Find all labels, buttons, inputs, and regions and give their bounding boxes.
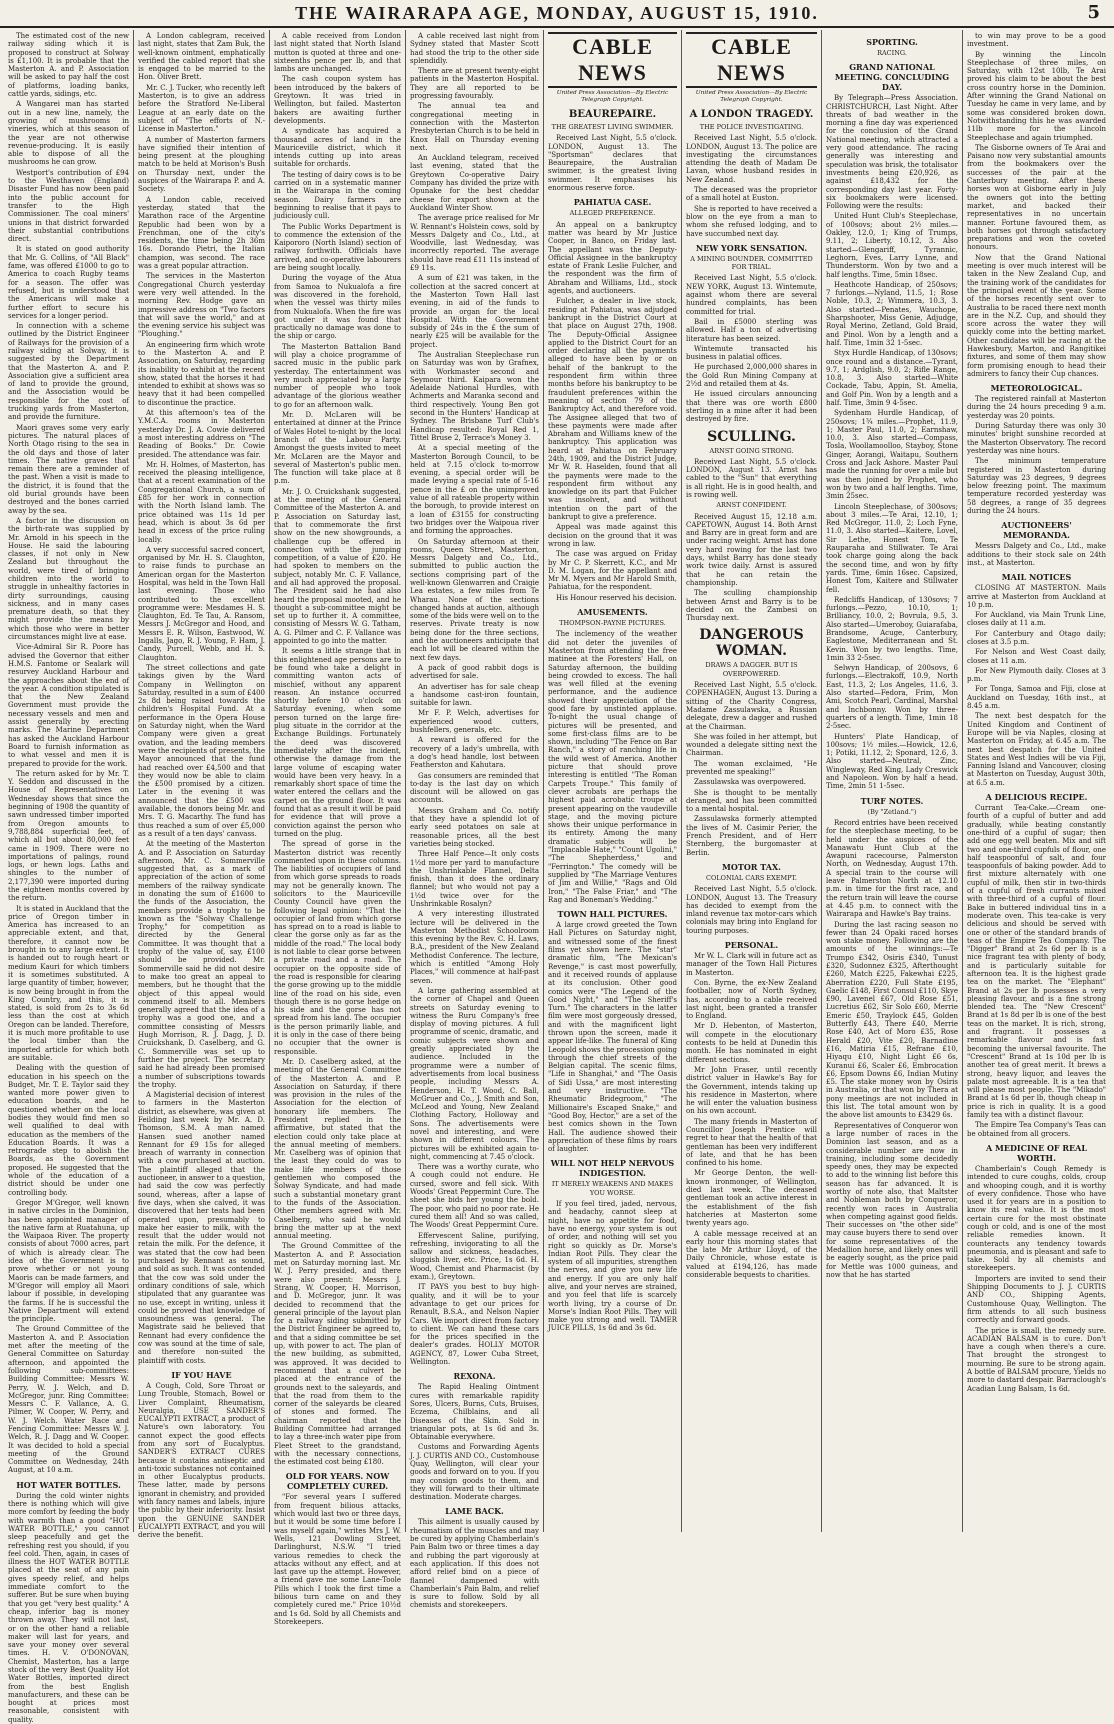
article-heading: NEW YORK SENSATION. xyxy=(695,242,808,253)
article-paragraph: A Wangarei man has started out in a new line, namely, the growing of mushrooms in vineries, which at this season of the year are not otherwise revenue-producing. It is easily able to dispose of all the mushrooms he can grow. xyxy=(8,100,129,167)
article-paragraph: Mr. D. Caselberg asked, at the meeting of the General Committee of the Masterton A. and P. Association on Saturday, if there was provision in the rules of the Association for the election of honorary life members. The President replied in the affirmative, but stated that the election could only take place at the annual meeting of members. Mr. Caselberg was of opinion that the least they could do was to make life members of those gentlemen who composed the Solway Syndicate, and had made such a substantial monetary grant to the funds of the Association. Other members agreed with Mr. Caselberg, who said he would bring the matter up at the next annual meeting. xyxy=(274,1057,401,1241)
article-paragraph: Hunters' Plate Handicap, of 100sovs; 1½ miles.—Howick, 12.6, 1; Potiki, 11.12, 2; Sponard, 12.6, 3. Also started—Neutral, Zinc, Wingleway, Red King, Lady Creswick and Napoleon. Won by half a head. Time, 2min 51 1-5sec. xyxy=(826,732,958,791)
article-paragraph: The Ground Committee of the Masterton A. and P. Association met on Saturday morning last. Mr. W. J. Perry presided, and there were also present: Messrs J. Strang, W. Cooper, H. Morrison, and D. McGregor, junr. It was decided to recommend that the general principle of the layout plan for a railway siding submitted by the District Engineer be agreed to, and that a siding committee be set up, with power to act. The plan of the new building, as submitted, was approved. It was decided to recommend that a culvert be placed at the entrance of the grounds next to the saleyards, and that the road from them to the corner of the saleyards be cleared of stones and formed. The chairman reported that the Building Committee had arranged to lay a three-inch water pipe from Fleet Street to the grandstand, with the necessary connections, the estimated cost being £180. xyxy=(274,1242,401,1467)
article-paragraph: The return asked for by Mr. T. Y. Seddon and discussed in the House of Representatives on Wednesday shows that since the beginning of 1908 the quantity of sawn undressed timber imported from Oregon amounts to 9,788,884 superficial feet, of which all but about 80,000 feet came in 1909. There were no importations of palings, round logs, or hewn logs. Laths and shingles to the number of 2,177,390 were imported during the eighteen months covered by the return. xyxy=(8,769,129,903)
article-paragraph: Messrs Dalgety and Co., Ltd., make additions to their stock sale on 24th inst., at Masterton. xyxy=(967,542,1106,567)
sub-heading: ARNST GOING STRONG. xyxy=(709,446,794,455)
article-paragraph: It seems a little strange that in this enlightened age persons are to be found who take a delight in committing wanton acts of mischief, without any apparent reason. An instance occurred shortly before 10 o'clock on Saturday evening, when some person turned on the large fire-plug situate in the corridor at the Exchange Buildings. Fortunately the deed was discovered immediately after the incident, otherwise the damage from the large volume of escaping water would have been very heavy. In a remarkably short space of time the water entered the cellars and the carpet on the ground floor. It was found that as a result it will be paid for evidence that will prove a conviction against the person who turned on the plug. xyxy=(274,647,401,838)
article-heading: A MEDICINE OF REAL WORTH. xyxy=(986,1142,1087,1163)
sub-heading: A MINING BOUNDER. COMMITTED FOR TRIAL. xyxy=(690,254,813,272)
article-paragraph: The inclemency of the weather did not deter the juveniles of Masterton from attending the free matinee at the Foresters' Hall, on Saturday afternoon, the building being crowded to excess. The hall was well filled at the evening performance, and the audience showed their appreciation of the good fare by unstinted applause. To-night the usual change of pictures will be presented, and some first-class films are to be shown, including "The Fence on Bar Ranch," a story of ranching life in the wild west of America. Another picture that should prove interesting is entitled "The Roman Carpets Troupe." This family of clever acrobats are perhaps the highest paid acrobatic troupe at present appearing on the vaudeville stage, and the moving picture shows their unique performance in its entirety. Among the many dramatic subjects will be "Implacable Hate," "Count Ugolini," "The Shepherdess," and "Ferrington." The comedy will be supplied by "The Marriage Ventures of Jim and Willie," "Rags and Old Iron," "The False Friar," and "The Rag and Boneman's Wedding." xyxy=(548,630,677,904)
article-paragraph: A very interesting illustrated lecture will be delivered in the Masterton Methodist Schoolroom this evening by the Rev. C. H. Laws, B.A., president of the New Zealand Methodist Conference. The lecture, which is entitled "Among Holy Places," will commence at half-past seven. xyxy=(410,910,539,985)
article-paragraph: The services in the Masterton Congregational Church yesterday were very well attended. In the morning Rev. Hodge gave an impressive address on "Two factors that will save the world," and at the evening service his subject was "Ploughing." xyxy=(138,272,265,339)
article-paragraph: For Tonga, Samoa and Fiji, close at Auckland on Tuesday, 16th inst., at 8.45 a.m. xyxy=(967,685,1106,711)
article-paragraph: At the meeting of the Masterton A. and P. Association on Saturday afternoon, Mr. C. Sommerville suggested that, as a mark of appreciation of the action of some members of the railway syndicate in donating the sum of £1600 to the funds of the Association, the members provide a trophy to be known as the "Solway Challenge Trophy," for competition as directed by the General Committee. It was thought that a trophy of the value of, say, £100 should be provided. Mr. Sommerville said he did not desire to make too great an appeal to members, but he thought that the object of this appeal would commend itself to all. Members generally agreed that the idea of a trophy was a good one, and a committee consisting of Messrs Hugh Morrison, R. J. Dagg, J. D. Cruickshank, D. Caselberg, and G. C. Sommerville was set up to further the project. The secretary said he had already been promised a number of subscriptions towards the trophy. xyxy=(138,840,265,1089)
article-heading: BEAUREPAIRE. xyxy=(568,109,657,120)
article-paragraph: A London cable, received yesterday, stated that the Marathon race of the Argentine Republic had been won by a Frenchman, one of the city's residents, the time being 2h 36m 16s. Dorando Pietri, the Italian champion, was second. The race was a great popular attraction. xyxy=(138,195,265,271)
sub-heading: ALLEGED PREFERENCE. xyxy=(569,209,656,218)
article-paragraph: Now that the Grand National meeting is over much interest will be taken in the New Zealand Cup, and the training work of the candidates for the principal event of the year. Some of the horses recently sent over to Australia to be raced there next month are in the N.Z. Cup, and should they score across the water they will quickly come into the betting market. Other candidates will be racing at the Hawkesbury, Marton, and Rangitikei fixtures, and some of them may show form promising enough to head their admirers to fancy their Cup chances. xyxy=(967,253,1106,378)
article-paragraph: The estimated cost of the new railway siding which it is proposed to construct at Solway is £1,100. It is probable that the Masterton A. and P. Association will be asked to pay half the cost of platforms, loading banks, cattle yards, sidings, etc. xyxy=(8,32,129,99)
columns xyxy=(4,30,1110,1724)
sub-heading: ARNST CONFIDENT. xyxy=(716,501,787,510)
article-heading: SCULLING. xyxy=(707,428,796,445)
article-paragraph: Received August 15, 12.18 a.m. CAPETOWN, August 14. Both Arnst and Barry are in great form and are under racing weight. Arnst has done very hard rowing for the last two days, whilst Barry has done steady work twice daily. Arnst is assured that he can retain the championship. xyxy=(686,512,817,587)
article-paragraph: A pack of good rabbit dogs is advertised for sale. xyxy=(410,663,539,681)
article-paragraph: Received Last Night, 5.5 o'clock. NEW YORK, August 13. Wintemute, against whom there are several hundred complaints, has been committed for trial. xyxy=(686,274,817,316)
article-heading: A LONDON TRAGEDY. xyxy=(689,109,814,120)
article-paragraph: This ailment is usually caused by rheumatism of the muscles and may be cured by applying Chamberlain's Pain Balm two or three times a day and rubbing the part vigorously at each application. If this does not afford relief bind on a piece of flannel dampened with Chamberlain's Pain Balm, and relief is sure to follow. Sold by all chemists and storekeepers. xyxy=(410,1518,539,1610)
article-paragraph: Received Last Night, 5.5 o'clock. LONDON, August 13. The police are investigating the circumstances attending the death of Madam De Lavan, whose husband resides in New Zealand. xyxy=(686,134,817,184)
article-heading: REXONA. xyxy=(453,1371,496,1382)
article-paragraph: An advertiser has for sale cheap a handsome cast-iron fountain, suitable for lawn. xyxy=(410,682,539,708)
newspaper-title: THE WAIRARAPA AGE, MONDAY, AUGUST 15, 1910. xyxy=(295,2,819,23)
article-heading: AMUSEMENTS. xyxy=(577,607,648,618)
article-paragraph: The Ground Committee of the Masterton A. and P. Association met after the meeting of the General Committee on Saturday afternoon, and appointed the following sub-committees: Building Committee: Messrs W. Perry, W. J. Welch, and D. McGregor, junr. Ring Committee: Messrs C. F. Vallance, A. G. Pilmer, W. Cooper, W. Perry, and W. J. Welch. Water Race and Fencing Committee: Messrs W. J. Welch, R. J. Dagg and W. Cooper. It was decided to hold a special meeting of the Ground Committee on Wednesday, 24th August, at 10 a.m. xyxy=(8,1325,129,1475)
article-paragraph: The minimum temperature registered in Masterton during Saturday was 23 degrees, 9 degrees below freezing point. The maximum temperature recorded yesterday was 58 degrees, a range of 35 degrees during the 24 hours. xyxy=(967,457,1106,516)
column-6 xyxy=(682,30,822,1532)
sub-heading: DRAWS A DAGGER. BUT IS OVERPOWERED. xyxy=(705,661,798,678)
article-paragraph: Messrs Graham and Co. notify that they have a splendid lot of early seed potatoes on sale at reasonable prices, all the best varieties being stocked. xyxy=(410,806,539,848)
column-4 xyxy=(406,30,544,1610)
article-paragraph: She was foiled in her attempt, but wounded a delegate sitting next the Chairman. xyxy=(686,732,817,758)
article-paragraph: An Auckland telegram, received last evening, stated that the Greytown Co-operative Dairy Company has divided the prize with Opunake for the best cheddar cheese for export shown at the Auckland Winter Show. xyxy=(410,154,539,212)
masthead xyxy=(0,0,1114,28)
article-paragraph: Mr. D. McLaren will be entertained at dinner at the Prince of Wales Hotel to-night by the local branch of the Labour Party. Amongst the guests invited to meet Mr. McLaren are the Mayor and several of Masterton's public men. The function will take place at 8 p.m. xyxy=(274,411,401,486)
article-heading: TOWN HALL PICTURES. xyxy=(557,909,668,920)
column-7 xyxy=(822,30,963,1532)
article-paragraph: At a special meeting of the Masterton Borough Council, to be held at 7.15 o'clock to-morrow evening, a special order will be made levying a special rate of 5-16 pence in the £ on the unimproved value of all rateable property within the borough, to provide interest on a loan of £3155 for constructing two bridges over the Waipoua river and forming the approaches. xyxy=(410,444,539,536)
article-paragraph: Mr D. Hebenton, of Masterton, will compete in the elocutionary contests to be held at Dunedin this month. He has nominated in eight different sections. xyxy=(686,1022,817,1064)
article-paragraph: Heathcote Handicap, of 250sovs; 7 furlongs.—Nyland, 11.5, 1; Rose Noble, 10.3, 2; Wimmera, 10.3, 3. Also started—Penates, Wauchope, Sharpshooter, Miss Genie, Adjudge, Royal Merino, Zetland, Gold Braid, and Pinol. Won by a length and a half. Time, 1min 32 1-5sec. xyxy=(826,280,958,347)
article-paragraph: Styx Hurdle Handicap, of 130sovs; once round and a distance.—Tyrant, 9.7, 1; Ardglish, 9.0, 2; Rifle Range, 10.8, 3. Also started—White Cockade, Tabu, Appin, St. Amelia, and Golf Pin. Won by a length and a half. Time, 3min 9 4-5sec. xyxy=(826,349,958,407)
article-paragraph: A cable received from London last night stated that North Island mutton is quoted at three and one-sixteenths pence per lb, and that lambs are unchanged. xyxy=(274,32,401,74)
article-paragraph: Mr W. L. Clark will in future act as manager of the Town Hall Pictures in Masterton. xyxy=(686,952,817,977)
article-paragraph: IT PAYS you best to buy high-quality, and it will be to your advantage to get our prices for Renault, B.S.A., and Nelson Napier Cars. We import direct from factory to client. We can hand these cars for the prices specified in the dealer's grades. HOLLY MOTOR AGENCY, 87, Lower Cuba Street, Wellington. xyxy=(410,1283,539,1367)
article-paragraph: Appeal was made against this decision on the ground that it was wrong in law. xyxy=(548,523,677,548)
article-paragraph: At this afternoon's tea of the Y.M.C.A. rooms in Masterton yesterday Dr. J. A. Cowie delivered a most interesting address on "The Reading of Books." Dr. Cowie presided. The attendance was fair. xyxy=(138,409,265,459)
article-paragraph: He issued circulars announcing that there was ore worth £800 sterling in a mine after it had been destroyed by fire. xyxy=(686,390,817,424)
page-number: 5 xyxy=(1087,2,1100,23)
article-paragraph: The price is small, the remedy sure. ACADIAN BALSAM is to cure. Don't have a cough when there's a cure. That brought the strongest to mourning. Be sure to be strong again. A bottle of BALSAM procure, Yields no more to dastard despair. Barraclough's Acadian Lung Balsam, 1s 6d. xyxy=(967,1326,1106,1393)
article-paragraph: He purchased 2,000,000 shares in the Gold Run Mining Company at 2½d and retailed them at 4s. xyxy=(686,363,817,389)
column-8 xyxy=(963,30,1110,1532)
article-paragraph: There was a worthy curate, who A cough could not endure. He cursed, swore and fell sick. With Woods' Great Peppermint Cure. The sheet she bids her young the bold. The poor, who paid no poor rate. He cured them all! And so was called, The Woods' Great Peppermint Cure. xyxy=(410,1163,539,1230)
article-paragraph: Maori graves some very early pictures. The natural places of North Otago rising to the sea in the old days and those of later times. The native graves that remain there are a reminder of the past. When a visit is made to the district, it is found that the old burial grounds have been destroyed and the bones carried away by the sea. xyxy=(8,423,129,515)
article-paragraph: Mr F. P. Welch, advertises for experienced wood cutters, bushfellers, generals, etc. xyxy=(410,709,539,735)
article-paragraph: A cable received last night from Sydney stated that Master Scott had stood the trip to the other side splendidly. xyxy=(410,32,539,65)
article-paragraph: For Canterbury and Otago daily; closes at 3.5 p.m. xyxy=(967,629,1106,646)
article-paragraph: It is stated in Auckland that the price of Oregon timber in America has increased to an appreciable extent, and that, therefore, it cannot now be brought in to any large extent. It is handed out to rough heart or medium Kauri for which timbers it is sometimes substituted. A large quantity of timber, however, is now being brought in from the King Country, and this, it is stated, is sold from 2s to 3s 6d less than the cost at which Oregon can be landed. Therefore, it is much more profitable to use the local timber than the imported article for which both are suitable. xyxy=(8,904,129,1062)
article-paragraph: Wintemute transacted his business in palatial offices. xyxy=(686,344,817,362)
article-paragraph: Mr George Denton, the well-known ironmonger, of Wellington, died last week. The deceased gentleman took an active interest in the establishment of the fish hatcheries at Masterton some twenty years ago. xyxy=(686,1169,817,1228)
article-paragraph: A Cough, Cold, Sore Throat or Lung Trouble, Stomach, Bowel or Liver Complaint, Rheumatism, Neuralgia, USE SANDER'S EUCALYPTI EXTRACT, a product of Nature's own laboratory. You cannot expect the good effects from any sort of Eucalyptus. SANDER'S EXTRACT CURES because it contains antiseptic and anti-toxic substances not contained in other Eucalyptus products. These latter, made by persons ignorant in chemistry, and provided with fancy names and labels, injure the public by their inferiority. Insist upon the GENUINE SANDER EUCALYPTI EXTRACT, and you will derive the benefit. xyxy=(138,1381,265,1540)
article-paragraph: Sydenham Hurdle Handicap, of 250sovs; 1¾ miles.—Prophet, 11.9, 1; Master Paul, 11.0, 2; Earnshaw, 10.0, 3. Also started—Compass, Tosla, Woollamoolloo, Stayboy, Stone Ginger, Aorangi, Waitapu, Southern Cross and Jack Ashore. Master Paul made the running for over a mile but was then joined by Prophet, who won by two and a half lengths. Time, 3min 25sec. xyxy=(826,409,958,501)
article-paragraph: Customs and Forwarding Agents J. J. CURTIS AND CO., Customhouse Quay, Wellington, will clear your goods and forward on to you. If you may consign goods to them, and they will forward to their ultimate destination. Moderate charges. xyxy=(410,1443,539,1502)
article-heading: PERSONAL. xyxy=(724,940,779,951)
article-paragraph: "For several years I suffered from frequent bilious attacks, which would last two or three days, but it would be some time before I was myself again," writes Mrs J. W. Wells, 121 Dowling Street, Darlinghurst, N.S.W. "I tried various remedies to check the attacks without any effect, and at last gave up the attempt. However, a friend gave me some Lane-Toole Pills which I took the first time a bilious turn came on and they completely cured me." Price 10½d and 1s 6d. Sold by all Chemists and Storekeepers. xyxy=(274,1493,401,1626)
article-paragraph: Vice-Admiral Sir R. Poore has advised the Governor that either H.M.S. Fantome or Sealark will resurvey Auckland Harbour and the approaches about the end of the year. A condition stipulated is that the New Zealand Government must provide the necessary vessels and men and assist generally by erecting marks. The Marine Department has asked the Auckland Harbour Board to furnish information as to what vessel and men it is prepared to provide for the work. xyxy=(8,643,129,768)
article-paragraph: On Saturday afternoon at their rooms, Queen Street, Masterton, Messrs Dalgety and Co., Ltd., submitted to public auction the sections comprising part of the well-known Glenwarren and Craigie Lea estates, a few miles from Te Wharau. None of the sections changed hands at auction, although some of the bids were well on to the reserves. Private treaty is now being done for the three sections, and the auctioneers anticipate that each lot will be cleared within the next few days. xyxy=(410,537,539,662)
article-paragraph: Zassulawska was overpowered. xyxy=(694,778,807,787)
article-paragraph: By winning the Lincoln Steeplechase of three miles, on Saturday, with 12st 10lb, Te Arai proved his claim to be about the best cross country horse in the Dominion. After winning the Grand National on Tuesday he came in very lame, and by some was considered broken down. Notwithstanding this he was awarded 11lb more for the Lincoln Steeplechase and again triumphed. xyxy=(967,50,1106,142)
article-paragraph: A syndicate has acquired a thousand acres of land in the Mauriceville district, which it intends cutting up into areas suitable for orchards. xyxy=(274,127,401,169)
article-paragraph: Received Last Night, 5.5 o'clock. LONDON, August 13. The Treasury has decided to exempt from the inland revenue tax motor-cars which colonials may bring into England for touring purposes. xyxy=(686,885,817,935)
article-paragraph: For Auckland, via Main Trunk Line, closes daily at 11 a.m. xyxy=(967,611,1106,628)
article-paragraph: Lincoln Steeplechase, of 300sovs; about 3 miles.—Te Arai, 12.10, 1; Red McGregor, 11.0, 2; Loch Fyne, 11.0, 3. Also started—Kaitere, Lovel, Sir Lethe, Honest Tom, Te Rauparaha and Stillwater. Te Arai took charge going along the back the second time, and won by fifty yards. Time, 6min 16sec. Capsized, Honest Tom, Kaitere and Stillwater fell. xyxy=(826,502,958,594)
article-heading: PAHIATUA CASE. xyxy=(573,197,652,208)
article-paragraph: Westport's contribution of £94 to the Westhaven (England) Disaster Fund has now been paid into the public account for transfer to the High Commissioner. The coal miners' unions in that district forwarded their substantial contributions direct. xyxy=(8,168,129,244)
article-paragraph: The Rapid Healing Ointment cures with remarkable rapidity Sores, Ulcers, Burns, Cuts, Bruises, Eczema, Chilblains, and all Diseases of the Skin. Sold in triangular pots, at 1s 6d and 3s. Obtainable everywhere. xyxy=(410,1383,539,1442)
article-paragraph: Effervescent Saline, purifying, refreshing, invigorating to all the sallow and sickness, headaches, sluggish liver, etc. Price, 1s 6d. H. Wood, Chemist and Pharmacist (by exam.), Greytown. xyxy=(410,1231,539,1282)
article-paragraph: The street collections and gate takings given by the Ward Company in Wellington on Saturday, resulted in a sum of £400 2s 8d being raised towards the children's Hospital Fund. At a performance in the Opera House on Saturday night, when the Ward Company were given a great ovation, and the leading members were the recipients of presents, the Mayor announced that the fund had reached over £4,500 and that they would now be able to claim the £500 promised by a citizen. Later in the evening it was announced that the £500 was available, the donors being Mr. and Mrs. T. G. Macarthy. The fund has thus reached a sum of over £5,000 as a result of a ten days' canvass. xyxy=(138,663,265,838)
sub-heading: THOMPSON-PAYNE PICTURES. xyxy=(559,619,666,628)
article-paragraph: A Magisterial decision of interest to farmers in the Masterton district, as elsewhere, was given at Feilding last week by Mr. A. D. Thomson, S.M. A man named Hansen sued another named Rennant for £9 15s for alleged breach of warranty in connection with a cow purchased at auction. The plaintiff alleged that the auctioneer, in answer to a question, had said the cow was perfectly sound, whereas, after a lapse of five days, when she calved, it was discovered that her teats had been operated upon, presumably to make her easier to milk, with the result that the udder would not retain the milk. For the defence, it was stated that the cow had been purchased by Rennant as sound, and sold as such. It was contended that the cow was sold under the ordinary conditions of sale, which stipulated that any guarantee was no use, except in writing, unless it could be proved that knowledge of unsoundness was general. The Magistrate said he believed that Rennant had every confidence the cow was sound at the time of sale, and therefore non-suited the plaintiff with costs. xyxy=(138,1091,266,1365)
article-heading: LAME BACK. xyxy=(445,1506,504,1517)
article-paragraph: She is thought to be mentally deranged, and has been committed to a mental hospital. xyxy=(686,788,817,814)
article-paragraph: Gregor M'Gregor, well known in native circles in the Dominion, has been appointed manager of the native farm at Ruatahuna, up the Waipaoa River. The property consists of about 7000 acres, part of which is already clear. The idea of the Government is to prove whether or not young Maoris can be made farmers, and M'Gregor will employ all Maori labour if possible, in developing the farms. If he is successful the Native Department will extend the principle. xyxy=(8,1198,129,1324)
article-paragraph: CLOSING AT MASTERTON. Mails arrive at Masterton from Auckland at 10 p.m. xyxy=(967,584,1106,609)
article-paragraph: Selwyn Handicap, of 200sovs, 6 furlongs.—Electrakoff, 10.9, North East, 11.3, 2; Los Angeles, 11.6, 3. Also started—Fedora, Frim, Mon Ami, Scotch Pearl, Cardinal, Marshal and Inchbonny. Won by three-quarters of a length. Time, 1min 18 2-5sec. xyxy=(826,664,958,731)
column-5 xyxy=(544,30,682,1532)
article-paragraph: Dealing with the question of education in his speech on the Budget, Mr. T. E. Taylor said they wanted more power given to education boards, and he questioned whether on the local bodies they would find men so well qualified to deal with education as the members of the Education Boards. It was a retrograde step to abolish the Boards, as the Government proposed. He suggested that the whole of the education of a district should be under one controlling body. xyxy=(8,1064,129,1197)
press-credit: United Press Association—By Electric Telegraph Copyright. xyxy=(556,90,669,103)
article-paragraph: The registered rainfall at Masterton during the 24 hours preceding 9 a.m. yesterday was 20 points. xyxy=(967,395,1106,420)
article-paragraph: The Gisborne owners of Te Arai and Paisano now very substantial amounts from the bookmakers over the successes of the pair at the Canterbury meeting. After these horses won at Gisborne early in July the owners got into the betting market, and backed their representatives in no uncertain manner. Fortune favoured them, as both horses got through satisfactory preparations and won the coveted honours. xyxy=(967,143,1106,252)
article-paragraph: Redcliffs Handicap, of 130sovs; 7 furlongs.—Pezzo, 10.10, 1; Brilliancy, 10.0, 2; Bovrula, 9.5, 3. Also started—Umeroboy, Guiarafaba, Brandsome, Acuge, Canterbury, Eaglestone, Mediterranean and St. Kevin. Won by two lengths. Time, 1min 33 2-5sec. xyxy=(826,595,958,662)
article-heading: IF YOU HAVE xyxy=(171,1369,232,1380)
article-paragraph: Con. Byrne, the ex-New Zealand footballer, now of North Sydney, has, according to a cable received last night, been granted a transfer to England. xyxy=(686,978,817,1021)
article-paragraph: The deceased was the proprietor of a small hotel at Euston. xyxy=(686,186,817,203)
article-paragraph: The next best despatch for the United Kingdom and Continent of Europe will be via Naples, closing at Masterton on Friday, at 6.45 a.m. The next best despatch for the United States and West Indies will be via Fiji, Fanning Island and Vancouver, closing at Masterton on Tuesday, August 30th, at 6.5 a.m. xyxy=(967,712,1106,787)
article-paragraph: It is stated on good authority that Mr. G. Collins, of "All Black" fame, was offered £1000 to go to America to coach Rugby teams for a season. The offer was refused, but is understood that the Americans will make a further effort to secure his services for a longer period. xyxy=(8,245,129,320)
cable-news-banner: CABLE NEWS xyxy=(548,32,677,88)
article-paragraph: The Masterton Battalion Band will play a choice programme of sacred music in the public park yesterday. The entertainment was very much appreciated by a large number of people who took advantage of the glorious weather to go for an afternoon walk. xyxy=(274,342,401,409)
sub-heading: RACING. xyxy=(877,49,907,57)
article-heading: METEOROLOGICAL. xyxy=(990,383,1083,394)
article-paragraph: Mr. J. O. Cruickshank suggested, at the meeting of the General Committee of the Masterton A. and P. Association on Saturday last, that to commemorate the first show on the new showgrounds, a challenge cup be offered in connection with the jumping competition, of a value of £20. He had spoken to members on the subject, notably Mr. C. F. Vallance, and all had approved the proposal. The President said he had also heard the proposal mooted, and he thought a sub-committee might be set up to further it. A committee, consisting of Messrs W. G. Tatham, A. G. Pilmer and C. F. Vallance was appointed to go into the matter. xyxy=(274,487,401,646)
article-paragraph: His Honour reserved his decision. xyxy=(556,593,677,602)
article-paragraph: Fulcher, a dealer in live stock, residing at Pahiatua, was adjudged bankrupt in the District Court at that place on August 27th, 1908. The Deputy-Official Assignee applied to the District Court for an order declaring all the payments alleged to have been by or on behalf of the bankrupt to the respondent firm within three months before his bankruptcy to be fraudulent preferences within the meaning of section 79 of the Bankruptcy Act, and therefore void. The Assignee alleged that two of these payments were made after Abraham and Williams knew of the bankruptcy. This application was heard at Pahiatua on February 24th, 1909, and the District Judge, Mr W. R. Haselden, found that all the payments were made to the respondent firm without any knowledge on its part that Fulcher was insolvent, and without intention on the part of the bankrupt to give a preference. xyxy=(548,297,677,522)
article-heading: HOT WATER BOTTLES. xyxy=(16,1479,121,1490)
article-paragraph: A London cablegram, received last night, states that Zam Buk, the well-known ointment, emphatically verified the cabled report that she is engaged to be married to the Hon. Oliver Brett. xyxy=(138,32,265,82)
sub-heading: COLONIAL CARS EXEMPT. xyxy=(706,873,797,882)
article-paragraph: A large crowd greeted the Town Hall Pictures on Saturday night, and witnessed some of the finest films yet shown here. The "star" dramatic film, "The Mexican's Revenge," is cast most powerfully, and it received rounds of applause at its conclusion. Other good comics were "The Legend of the Good Night," and "The Sheriff's Turn." The characters in the latter film were most gorgeously dressed, and with the magnificent light thrown upon the screen, made it appear life-like. The funeral of King Leopold shows the procession going through the chief streets of the Belgian capital. The scenic films, "Life in Shanghai," and "The Oasis of Sidi Ussa," are most interesting and very instructive. "The Rheumatic Bridegroom," "The Millionaire's Escaped Snake," and "Good Boy, Hector," are a set of the best comics shown in the Town Hall. The audience showed their appreciation of these films by roars of laughter. xyxy=(548,921,677,1154)
article-paragraph: By Telegraph—Press Association. CHRISTCHURCH, Last Night. After threats of bad weather in the morning a fine day was experienced for the conclusion of the Grand National meeting, which attracted a very good attendance. The racing generally was interesting and speculation was brisk, the totalisator investments being £20,926, as against £18,432 for the corresponding day last year. Forty-six bookmakers were licensed. Following were the results: xyxy=(826,94,958,211)
article-paragraph: A cable message received at an early hour this morning states that the late Mr Arthur Lloyd, of the Daily Chronicle, whose estate is valued at £194,126, has made considerable bequests to charities. xyxy=(686,1229,817,1280)
article-paragraph: Record entries have been received for the steeplechase meeting, to be held under the auspices of the Manawatu Hunt Club at the Awapuni racecourse, Palmerston North, on Wednesday, August 17th. A special train to the course will leave Palmerston North at 12.10 p.m. in time for the first race, and the return train will leave the course at 4.45 p.m. to connect with the Wairarapa and Hawke's Bay trains. xyxy=(826,818,958,919)
article-heading: OLD FOR YEARS. NOW COMPLETELY CURED. xyxy=(285,1471,390,1492)
article-paragraph: During the cold winter nights there is nothing which will give more comfort by feeding the body with warmth than a good "HOT WATER BOTTLE," you cannot sleep peacefully and get the refreshing rest you should, if you feel cold. Then, again, in cases of illness the HOT WATER BOTTLE placed at the seat of any pain gives speedy relief, and helps immediate comfort to the sufferer. But be sure when buying that you get "very best quality." A cheap, inferior bag is money thrown away. They will not last, or on the other hand a reliable maker will last for years, and save your money over several times. H. V. O'DONOVAN, Chemist, Masterton, has a large stock of the very Best Quality Hot Water Bottles, imported direct from the best English manufacturers, and these can be bought at prices most reasonable, consistent with quality. xyxy=(8,1491,129,1724)
column-3 xyxy=(270,30,406,1626)
article-paragraph: For Nelson and West Coast daily, closes at 11 a.m. xyxy=(967,648,1106,665)
article-heading: MAIL NOTICES xyxy=(1001,572,1072,583)
article-heading: DANGEROUS WOMAN. xyxy=(699,627,804,660)
article-heading: SPORTING. xyxy=(866,37,918,47)
article-paragraph: Chamberlain's Cough Remedy is intended to cure coughs, colds, croup and whooping cough, and it is worthy of every confidence. Those who have used it for years are in a position to know its real value. It is the most certain cure for the most obstinate cough or cold, and is one of the most reliable remedies known. It counteracts any tendency towards pneumonia, and is pleasant and safe to take. Sold by all chemists and storekeepers. xyxy=(967,1164,1106,1273)
sub-heading: (By "Zetland.") xyxy=(867,807,917,816)
article-paragraph: Zassulawska formerly attempted the lives of M. Casimir Perier, the French President, and of Herr Sternberg, the burgomaster at Berlin. xyxy=(686,815,817,857)
article-paragraph: A sum of £21 was taken, in the collection at the sacred concert at the Masterton Town Hall last evening, in aid of the funds to provide an organ for the local Hospital. With the Government subsidy of 24s in the £ the sum of nearly £25 will be available for the project. xyxy=(410,274,539,349)
article-paragraph: The woman exclaimed, "He prevented me speaking!" xyxy=(686,759,817,776)
article-paragraph: Received Last Night, 5.5 o'clock. LONDON, August 13. Arnst has cabled to the "Sun" that everything is all right. He is in good health, and is rowing well. xyxy=(686,457,817,499)
article-paragraph: If you feel tired, jaded, nervous, and headachy, cannot sleep at night, have no appetite for food, have no energy, your system is out of order, and nothing will set you right so quickly as Dr. Morse's Indian Root Pills. They clear the system of all impurities, strengthen the nerves, and give you new life and energy. If you are only half alive, and your nerves are strained, and you feel that life is scarcely worth living, try a course of Dr. Morse's Indian Root Pills. They will make you strong and well. TAMER JUICE PILLS, 1s 6d and 3s 6d. xyxy=(548,1200,677,1333)
article-heading: A DELICIOUS RECIPE. xyxy=(985,792,1088,803)
article-paragraph: A very successful sacred concert, organised by Mr. H. S. Claughton, to raise funds to purchase an American organ for the Masterton Hospital, was held in the Town Hall last evening. Those who contributed to the excellent programme were: Mesdames H. S. Claughton, Ed. Te Tau, A. Ransom, Messrs J. McGregor and Hood, and Messrs E. R. Wilson, Eastwood, W. Ingalls, Jago, R. J. Young, F. Ham, J. Candy, Purcell, Webb, and H. S. Claughton. xyxy=(138,545,265,662)
article-paragraph: Three Half Pence—It only costs 1½d more per yard to manufacture the Unshrinkable Flannel, Delta finish, than it does the ordinary flannel; but who would not pay a 1½d twice over for the Unshrinkable Rosalyn? xyxy=(410,850,539,908)
article-paragraph: Importers are invited to send their Shipping Documents to J. J. CURTIS AND CO., Shipping Agents, Customhouse Quay, Wellington. The firm attends to all such business correctly and forward goods. xyxy=(967,1274,1106,1325)
article-paragraph: The Australian Steeplechase run on Saturday was won by Grafnex, with Workmaster second and Seymour third. Kaipara won the Adelaide National Hurdles, with Achmerts and Maranka second and third respectively. Young Ben got second in the Hunters' Handicap at Sydney. The Brisbane Turf Club's Handicap resulted: Royal Red 1, Tittel Bruse 2, Terrace's Money 3. xyxy=(410,350,539,442)
sub-heading: IT MERELY WEAKENS AND MAKES YOU WORSE. xyxy=(551,1180,674,1197)
article-paragraph: to win may prove to be a good investment. xyxy=(967,32,1106,49)
sub-heading: THE POLICE INVESTIGATING. xyxy=(699,123,804,131)
article-paragraph: An appeal on a bankruptcy matter was heard by Mr Justice Cooper, in Banco, on Friday last. The appellant was the Deputy-Official Assignee in the bankruptcy estate of Frank Leslie Fulcher, and the respondent was the firm of Abraham and Williams, Ltd., stock agents, and auctioneers. xyxy=(548,220,677,296)
article-paragraph: A number of Masterton farmers have signified their intention of being present at the ploughing match to be held at Morison's Bush on Thursday next, under the auspices of the Wairarapa P. and A. Society. xyxy=(138,135,265,194)
article-heading: AUCTIONEERS' MEMORANDA. xyxy=(1001,520,1072,541)
column-2 xyxy=(134,30,270,1540)
article-paragraph: The sculling championship between Arnst and Barry is to be decided on the Zambesi on Thursday next. xyxy=(686,589,817,623)
article-paragraph: During the last racing season no fewer than 24 Opaki raced horses won stake money. Following are the amounts of the winnings:—Te Trumpo £342, Osiris £340, Tunust £320, Sudonnez £325, Afterthought £260, Match £225, Fakewhai £225, Aberration £220, Full State £195, Gaelic £148, First Consul £110, Skye £90, Lavenel £67, Old Rose £51, Lucretius £62, Sir Solo £60, Merrie Emeric £50, Traylock £45, Golden Butterfly £43, There £40, Merrie Rose £40, Act of Moro £35, Rose Herald £20, Vite £20, Barnadine £16, Matiria £15, Refrane £10, Hiyaqu £10, Night Light £6 6s, Kuranui £6, Scaler £6, Embrocation £6, Epsom Downs £6, Indian Mutiny £5. The stake money won by Osiris in Australia, or that won by Thera at pony meetings are not included in this list. The total amount won by the above list amounts to £3429 6s. xyxy=(826,920,958,1120)
article-paragraph: A factor in the discussion on the birth-rate was supplied by Mr. Arnold in his speech in the House. He said the labouring classes, if not only in New Zealand but throughout the world, were tired of bringing children into the world to struggle in unhealthy factories in dirty surroundings, causing sickness, and in many cases premature death, so that they might provide the means by which those who were in better circumstances might live at ease. xyxy=(8,516,129,642)
article-heading: GRAND NATIONAL MEETING. CONCLUDING DAY. xyxy=(834,62,950,93)
article-paragraph: Representatives of Conqueror won a large number of races in the Dominion last season, and as a considerable number are now in training, including some decidedly speedy ones, they may be expected to add to the winning list before this season has far advanced. It is worthy of note also, that Maltster and Nobleman both by Conqueror, recently won races in Australia when competing against good fields. Their successes on "the other side" may cause buyers there to send over for some representatives of the Medallion horse, and likely ones will be eagerly sought, as the price paid for Mettle was 1000 guineas, and now that he has started xyxy=(826,1121,958,1279)
article-paragraph: Received Last Night, 5.5 o'clock. COPENHAGEN, August 13. During a sitting of the Charity Congress, Madame Zassulawska, a Russian delegate, drew a dagger and rushed at the Chairman. xyxy=(686,681,817,731)
article-paragraph: During the voyage of the Atua from Samoa to Nukualofa a fire was discovered in the forehold, when the vessel was thirty miles from Nukualofa. When the fire was got under it was found that practically no damage was done to the ship or cargo. xyxy=(274,274,401,341)
article-paragraph: The spread of gorse in the Masterton district was recently commented upon in these columns. The liabilities of occupiers of land from which gorse spreads to roads may not be generally known. The solicitors to the Mauriceville County Council have given the following legal opinion: "That the occupier of land from which gorse has spread on to a road is liable to clear the gorse only as far as the middle of the road." The local body is not liable to clear gorse between a private road and a road. The occupier on the opposite side of the road is responsible for clearing the gorse growing up to the middle line of the road on his side, even though there is no gorse hedge on his side and the gorse has not spread from his land. The occupier is the person primarily liable, and it is only in the case of there being no occupier that the owner is responsible. xyxy=(274,840,401,1056)
press-credit: United Press Association—By Electric Telegraph Copyright. xyxy=(695,90,808,103)
article-paragraph: The Public Works Department is to commence the extension of the Kaipororo (North Island) section of railway forthwith. Officials have arrived, and co-operative labourers are being sought locally. xyxy=(274,222,401,273)
article-paragraph: Gas consumers are reminded that to-day is the last day on which discount will be allowed on gas accounts. xyxy=(410,771,539,805)
article-heading: MOTOR TAX. xyxy=(722,861,781,872)
article-paragraph: Bail in £5000 sterling was allowed. Half a ton of advertising literature has been seized. xyxy=(686,317,817,343)
article-paragraph: A large gathering assembled at the corner of Chapel and Queen streets on Saturday evening to witness the Ruru Company's free display of moving pictures. A full programme of scenic, dramatic, and comic subjects were shown and greatly appreciated by the audience. Included in the programme were a number of advertisements from local business people, including Messrs A. Henderson, H. T. Wood, C. Ball, McGruer and Co., J. Smith and Son, McLeod and Young, New Zealand Clothing Factory, Holloway and Sons. The advertisements were novel and interesting, and were shown in different colours. The pictures will be exhibited again to-night, commencing at 7.45 o'clock. xyxy=(410,986,539,1161)
article-paragraph: Mr. C. J. Tucker, who recently left Masterton, is to give an address before the Stratford Ne-Liberal League at an early date on the subject of "The efforts of N.-License in Masterton." xyxy=(138,83,265,134)
article-paragraph: Received Last Night, 5.5 o'clock. LONDON, August 13. The "Sportsman" declares that Beaurepaire, the Australian swimmer, is the greatest living swimmer. It emphasises his enormous reserve force. xyxy=(548,134,677,193)
article-paragraph: She is reported to have received a blow on the eye from a man to whom she refused lodging, and to have succumbed next day. xyxy=(686,204,817,238)
article-paragraph: There are at present twenty-eight patients in the Masterton Hospital. They are all reported to be progressing favourably. xyxy=(410,67,539,101)
article-heading: TURF NOTES. xyxy=(860,795,924,806)
article-paragraph: The average price realised for Mr W. Rennant's Holstein cows, sold by Messrs Dalgety and Co., Ltd., at Woodville, last Wednesday, was incorrectly reported. The average should have read £11 11s instead of £9 11s. xyxy=(410,214,539,273)
article-paragraph: Currant Tea-Cake.—Cream one-fourth of a cupful of butter and add gradually, while beating constantly one-third of a cupful of sugar; then add one egg well beaten. Mix and sift two and one-third cupfuls of flour, one half teaspoonful of salt, and four teaspoonfuls of baking powder. Add to first mixture alternately with one cupful of milk, then stir in two-thirds of a cupful of fresh currants mixed with three-third of a cupful of flour. Bake in buttered individual tins in a moderate oven. This tea-cake is very delicious and should be served with one or other of the standard brands of teas of the Empire Tea Company. The "Digger" Brand at 2s 6d per lb is a nice fragrant tea with plenty of body, and is particularly suitable for afternoon tea. It is the highest grade tea on the market. The "Elephant" Brand at 2s per lb possesses a very pleasing flavour, and is a fine strong blended tea. The "New Crescent" Brand at 1s 8d per lb is one of the best teas on the market. It is rich, strong, and fragrant. It possesses a remarkable flavour and is fast becoming the universal favourite. The "Crescent" Brand at 1s 10d per lb is another tea of great merit. It brews a strong, heavy liquor, and leaves the palate most agreeable. It is a tea that will please most people. The "Mikado" Brand at 1s 6d per lb, though cheap in price is rich in quality. It is a good family tea with a distinct flavour. xyxy=(967,804,1106,1120)
article-paragraph: A reward is offered for the recovery of a lady's umbrella, with a dog's head handle, lost between Featherston and Kahutara. xyxy=(410,736,539,770)
article-paragraph: The annual tea and congregational meeting in connection with the Masterton Presbyterian Church is to be held in Knox Hall on Thursday evening next. xyxy=(410,102,539,152)
sub-heading: THE GREATEST LIVING SWIMMER. xyxy=(551,123,674,131)
article-paragraph: For New Plymouth daily. Closes at 3 p.m. xyxy=(967,666,1106,684)
cable-news-banner: CABLE NEWS xyxy=(686,32,817,88)
article-paragraph: United Hunt Club's Steeplechase, of 100sovs; about 2½ miles.—Oakley, 12.0, 1; King of Trumps, 9.11, 2; Liberty, 10.12, 3. Also started—Glengariff, Tyrannic, Leghorn, Eves, Larry Lynne, and Thunderstorm. Won by two and a half lengths. Time, 5min 18sec. xyxy=(826,212,958,279)
article-paragraph: Mr John Fraser, until recently district valuer in Hawke's Bay for the Government, intends taking up his residence in Masterton, where he will enter the valuation business on his own account. xyxy=(686,1065,817,1116)
article-heading: WILL NOT HELP NERVOUS INDIGESTION. xyxy=(550,1158,675,1179)
column-1 xyxy=(4,30,134,1724)
article-paragraph: The cash coupon system has been introduced by the bakers of Greytown. It was tried in Wellington, but failed. Masterton bakers are awaiting further developments. xyxy=(274,75,401,125)
article-paragraph: Mr. H. Holmes, of Masterton, has received the pleasing intelligence, that at a recent examination of the Congregational Church, a sum of £85 for her work in connection with the North Island lamb. The price obtained was 11s 1d per head, which is about 3s 6d per head in excess of the price ruling locally. xyxy=(138,460,265,544)
article-paragraph: The Empire Tea Company's Teas can be obtained from all grocers. xyxy=(967,1121,1106,1138)
article-paragraph: The testing of dairy cows is to be carried on in a systematic manner in the Wairarapa in the coming season. Dairy farmers are beginning to realise that it pays to judiciously cull. xyxy=(274,170,401,221)
article-paragraph: The many friends in Masterton of Councillor Joseph Prentice will regret to hear that the health of that gentleman has been very indifferent of late, and that he has been confined to his home. xyxy=(686,1117,817,1168)
article-paragraph: In connection with a scheme outlined by the District Engineer of Railways for the provision of a railway siding at Solway, it is suggested by the Department that the Masterton A. and P. Association give a sufficient area of land to provide the ground, and the Association would be responsible for the cost of trucking yards from Masterton, and provide the furniture. xyxy=(8,322,129,422)
article-paragraph: The case was argued on Friday by Mr C. P. Skerrett, K.C., and Mr D. M. Logan, for the appellant and Mr M. Myers and Mr Harold Smith, Pahiatua, for the respondent. xyxy=(548,550,677,592)
article-paragraph: During Saturday there was only 30 minutes' bright sunshine recorded at the Masterton Observatory. The record yesterday was nine hours. xyxy=(967,422,1106,455)
article-paragraph: An engineering firm which wrote to the Masterton A. and P. Association, on Saturday, regarding its inability to exhibit at the recent show, stated that the horses it had intended to exhibit at shows was so heavy that it had been compelled to discontinue the practice. xyxy=(138,340,265,407)
